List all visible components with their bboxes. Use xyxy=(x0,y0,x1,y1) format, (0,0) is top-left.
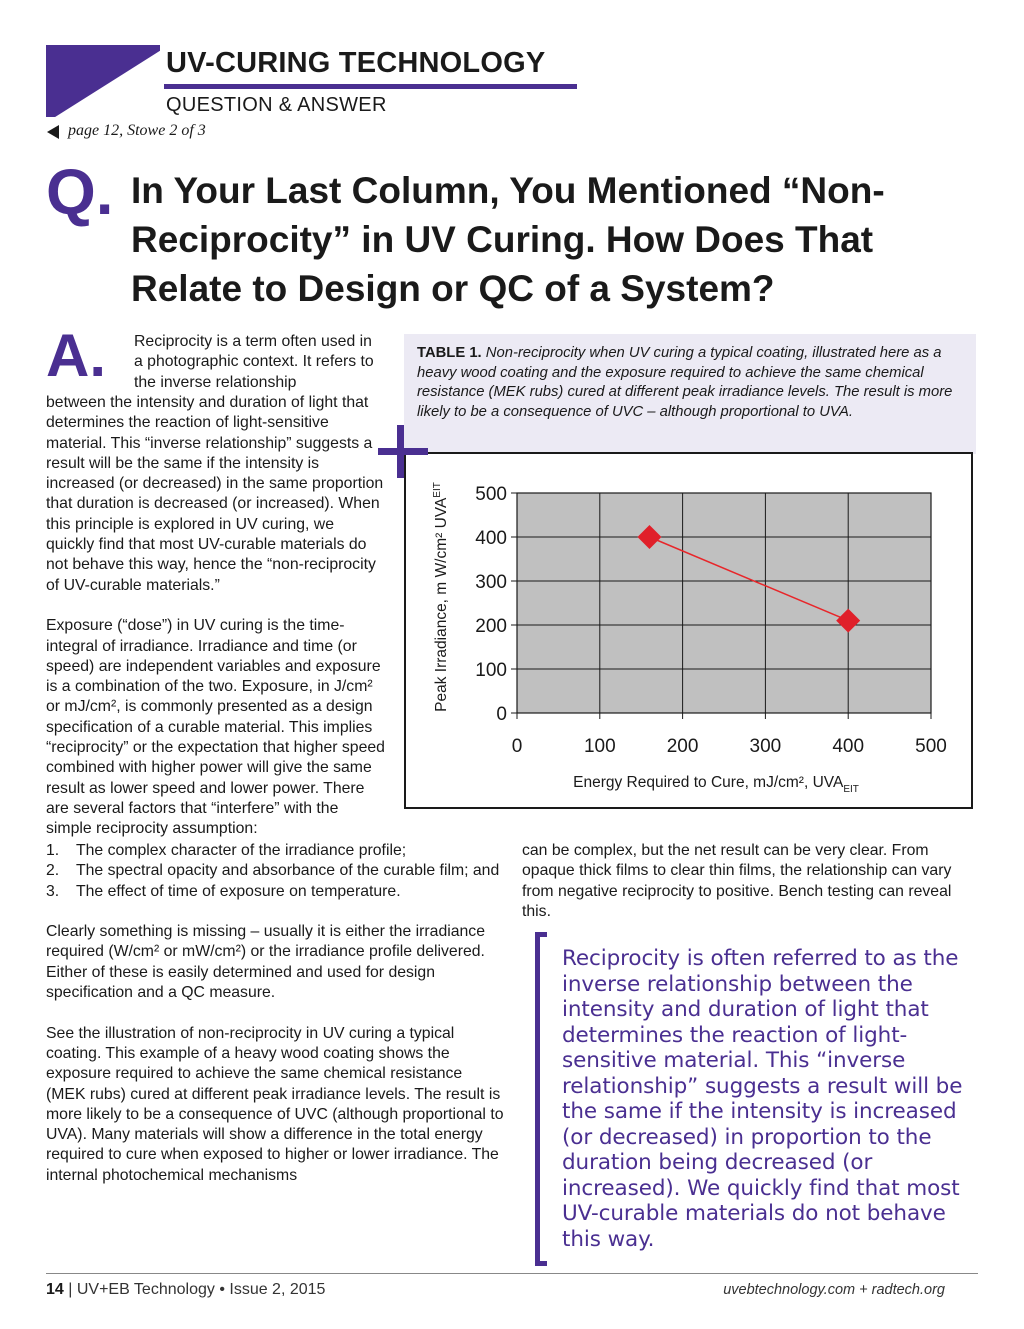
y-tick-label: 400 xyxy=(475,528,507,549)
plus-icon-bar xyxy=(378,448,428,455)
list-item-number: 1. xyxy=(46,842,60,859)
y-tick-label: 100 xyxy=(475,660,507,681)
x-tick-label: 300 xyxy=(749,736,782,757)
header-accent-block xyxy=(46,45,160,117)
answer-para3: Clearly something is missing – usually it is either the irradiance required (W/cm² or mW/cm²) or the irradiance profile delivered. Either of these is easily determined and used for design specification and a QC measure. xyxy=(46,923,485,1002)
y-tick-label: 300 xyxy=(475,572,507,593)
list-item xyxy=(46,861,506,881)
footer-publication xyxy=(46,1281,325,1299)
previous-page-arrow-icon xyxy=(47,125,59,139)
x-axis-label: Energy Required to Cure, mJ/cm², $UVA_{EIT}$ xyxy=(573,774,859,795)
answer-para1-rest: between the intensity and duration of light that determines the reaction of light-sensitive material. This “inverse relationship” suggests a result will be the same if the intensity is increased (or decreased) in the same proportion that duration is decreased (or increased). When this principle is explored in UV curing, we quickly find that most UV-curable materials do not behave this way, hence the “non-reciprocity of UV-curable materials.” xyxy=(46,394,384,594)
list-item-text: The complex character of the irradiance profile; xyxy=(76,842,407,859)
list-item xyxy=(46,882,506,902)
answer-right-column xyxy=(522,841,977,942)
x-tick-label: 500 xyxy=(915,736,947,757)
footer-websites: uvebtechnology.com + radtech.org xyxy=(723,1282,945,1298)
table-caption-text: Non-reciprocity when UV curing a typical coating, illustrated here as a heavy wood coating and the exposure required to achieve the same chemical resistance (MEK rubs) cured at different peak irradiance levels. The result is more likely to be a consequence of UVC – although proportional to UVA. xyxy=(417,345,953,420)
section-title: UV-CURING TECHNOLOGY xyxy=(166,47,546,79)
footer-rule xyxy=(46,1273,978,1274)
y-axis-label-subscript: EIT xyxy=(432,482,443,498)
answer-left-column-lower xyxy=(46,841,506,1206)
list-item-number: 2. xyxy=(46,862,60,880)
list-item-text: The effect of time of exposure on temperature. xyxy=(76,882,401,900)
x-tick-label: 200 xyxy=(666,736,699,757)
factor-list xyxy=(46,841,506,902)
page-number: 14 xyxy=(46,1281,64,1298)
question-heading: In Your Last Column, You Mentioned “Non-Reciprocity” in UV Curing. How Does That Relate to Design or QC of a System? xyxy=(131,170,885,309)
list-item-text: The spectral opacity and absorbance of the curable film; and xyxy=(76,862,500,880)
question-letter: Q. xyxy=(46,156,114,228)
footer-separator: | xyxy=(68,1281,73,1298)
answer-first-lines xyxy=(134,332,384,393)
list-item xyxy=(46,841,506,861)
table-label: TABLE 1. xyxy=(417,345,482,361)
plot-area xyxy=(517,493,931,713)
chart xyxy=(406,454,971,807)
y-tick-label: 0 xyxy=(496,704,507,725)
header-rule xyxy=(164,84,577,89)
y-tick-label: 200 xyxy=(475,616,507,637)
publication-issue: UV+EB Technology • Issue 2, 2015 xyxy=(76,1281,326,1298)
page-reference: page 12, Stowe 2 of 3 xyxy=(68,122,206,139)
answer-para2: Exposure (“dose”) in UV curing is the time-integral of irradiance. Irradiance and time (or speed) are independent variables and exposure is a combination of the two. Exposure, in J/cm² or mJ/cm², is commonly presented as a design specification of a curable material. This implies “reciprocity” or the expectation that higher speed combined with higher power will give the same result as lower speed and lower power. There are several factors that “interfere” with the simple reciprocity assumption: xyxy=(46,617,385,838)
table-caption xyxy=(417,344,965,422)
answer-left-column xyxy=(46,393,386,860)
y-axis-label: Peak Irradiance, m W/cm² $UVA^{EIT}$ xyxy=(432,482,450,712)
section-subtitle: QUESTION & ANSWER xyxy=(166,94,387,116)
answer-para5: can be complex, but the net result can be very clear. From opaque thick films to clear thin films, the relationship can vary from negative reciprocity to positive. Bench testing can reveal this. xyxy=(522,842,952,920)
list-item-number: 3. xyxy=(46,882,60,900)
pull-quote-bracket xyxy=(535,932,547,1266)
x-tick-label: 0 xyxy=(511,736,523,757)
answer-para1-lead: Reciprocity is a term often used in a photographic context. It refers to the inverse relationship xyxy=(134,333,374,391)
pull-quote: Reciprocity is often referred to as the inverse relationship between the intensity and duration of light that determines the reaction of light-sensitive material. This “inverse relationship” suggests a result will be the same if the intensity is increased (or decreased) in proportion to the duration being decreased (or increased). We quickly find that most UV-curable materials do not behave this way. xyxy=(562,946,963,1252)
x-axis-label-subscript: EIT xyxy=(843,784,859,795)
x-tick-label: 400 xyxy=(832,736,865,757)
answer-para4: See the illustration of non-reciprocity in UV curing a typical coating. This example of a heavy wood coating shows the exposure required to achieve the same chemical resistance (MEK rubs) cured at different peak irradiance levels. The result is more likely to be a consequence of UVC (although proportional to UVA). Many materials will show a difference in the total energy required to cure when exposed to higher or lower irradiance. The internal photochemical mechanisms xyxy=(46,1024,504,1184)
y-tick-label: 500 xyxy=(475,484,507,505)
answer-letter: A. xyxy=(46,322,106,389)
x-tick-label: 100 xyxy=(583,736,616,757)
